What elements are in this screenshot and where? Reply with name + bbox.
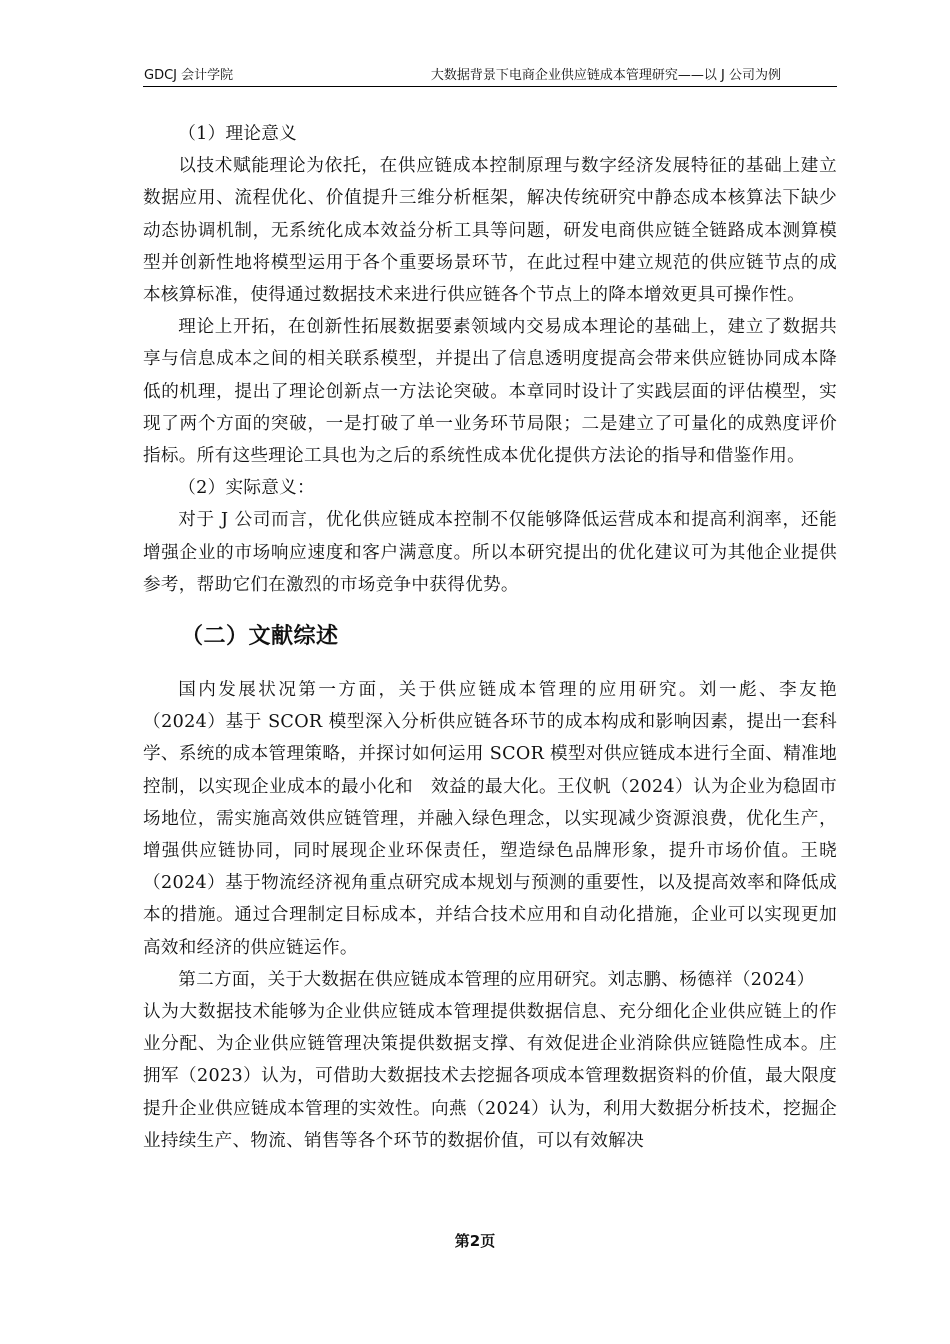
section-title: （二）文献综述 bbox=[181, 624, 339, 650]
header-thesis-title: 大数据背景下电商企业供应链成本管理研究——以 J 公司为例 bbox=[430, 68, 781, 83]
paragraph: 以技术赋能理论为依托，在供应链成本控制原理与数字经济发展特征的基础上建立数据应用、流程优化、价值提升三维分析框架，解决传统研究中静态成本核算法下缺少动态协调机制，无系统化成本效益分析工具等问题，研发电商供应链全链路成本测算模型并创新性地将模型运用于各个重要场景环节，在此过程中建立规范的供应链节点的成本核算标准，使得通过数据技术来进行供应链各个节点上的降本增效更具可操作性。 bbox=[143, 156, 837, 306]
paragraph-continuation: 认为大数据技术能够为企业供应链成本管理提供数据信息、充分细化企业供应链上的作业分配、为企业供应链管理决策提供数据支撑、有效促进企业消除供应链隐性成本。庄拥军（2023）认为，可借助大数据技术去挖掘各项成本管理数据资料的价值，最大限度提升企业供应链成本管理的实效性。向燕（2024）认为，利用大数据分析技术，挖掘企业持续生产、物流、销售等各个环节的数据价值，可以有效解决 bbox=[143, 1002, 837, 1151]
paragraph: 对于 J 公司而言，优化供应链成本控制不仅能够降低运营成本和提高利润率，还能增强企业的市场响应速度和客户满意度。所以本研究提出的优化建议可为其他企业提供参考，帮助它们在激烈的市场竞争中获得优势。 bbox=[143, 510, 837, 595]
header-school: GDCJ 会计学院 bbox=[144, 68, 234, 83]
paragraph: 理论上开拓，在创新性拓展数据要素领域内交易成本理论的基础上，建立了数据共享与信息成本之间的相关联系模型，并提出了信息透明度提高会带来供应链协同成本降低的机理，提出了理论创新点一方法论突破。本章同时设计了实践层面的评估模型，实现了两个方面的突破，一是打破了单一业务环节局限；二是建立了可量化的成熟度评价指标。所有这些理论工具也为之后的系统性成本优化提供方法论的指导和借鉴作用。 bbox=[143, 317, 837, 467]
running-header bbox=[143, 66, 837, 87]
document-body bbox=[143, 118, 837, 1157]
paragraph-first-line: 第二方面，关于大数据在供应链成本管理的应用研究。刘志鹏、杨德祥（2024） bbox=[178, 969, 815, 990]
practical-significance-heading: （2）实际意义： bbox=[178, 478, 315, 499]
paragraph: 国内发展状况第一方面，关于供应链成本管理的应用研究。刘一彪、李友艳（2024）基于 SCOR 模型深入分析供应链各环节的成本构成和影响因素，提出一套科学、系统的成本管理策略，并探讨如何运用 SCOR 模型对供应链成本进行全面、精准地控制，以实现企业成本的最小化和 效益的最大化。王仪帆（2024）认为企业为稳固市场地位，需实施高效供应链管理，并融入绿色理念，以实现减少资源浪费，优化生产，增强供应链协同，同时展现企业环保责任，塑造绿色品牌形象，提升市场价值。王晓（2024）基于物流经济视角重点研究成本规划与预测的重要性，以及提高效率和降低成本的措施。通过合理制定目标成本，并结合技术应用和自动化措施，企业可以实现更加高效和经济的供应链运作。 bbox=[143, 680, 837, 958]
page-number: 第2页 bbox=[454, 1232, 496, 1250]
theory-significance-heading: （1）理论意义 bbox=[178, 124, 298, 144]
